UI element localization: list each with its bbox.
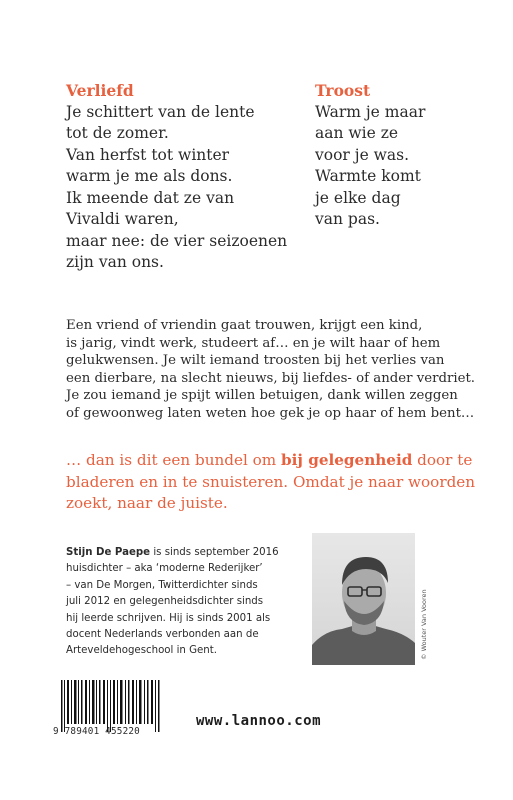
poem-line: Ik meende dat ze van: [66, 188, 235, 207]
poem-title: Troost: [315, 81, 371, 100]
bio-line: – van De Morgen, Twitterdichter sinds: [66, 579, 258, 591]
poem-line: voor je was.: [315, 145, 410, 164]
intro-line: of gewoonweg laten weten hoe gek je op haar of hem bent…: [66, 405, 475, 421]
bio-line: hij leerde schrijven. Hij is sinds 2001 als: [66, 612, 271, 624]
author-photo: [312, 533, 415, 665]
poem-line: je elke dag: [315, 188, 401, 207]
poem-line: Je schittert van de lente: [66, 102, 255, 121]
isbn-barcode: [53, 680, 167, 742]
tagline-text: door te: [412, 451, 473, 469]
poem-title: Verliefd: [66, 81, 134, 100]
poem-line: Warmte komt: [315, 167, 421, 185]
tagline-line: [66, 450, 473, 472]
poem-troost: [315, 80, 425, 231]
author-portrait-drawing: [312, 533, 415, 665]
tagline: [66, 450, 476, 515]
poem-line: Vivaldi waren,: [66, 210, 179, 228]
tagline-text: … dan is dit een bundel om: [66, 451, 282, 469]
bio-line: huisdichter – aka ‘moderne Rederijker’: [66, 563, 263, 575]
intro-line: Een vriend of vriendin gaat trouwen, krijgt een kind,: [66, 318, 423, 333]
poem-line: tot de zomer.: [66, 124, 169, 142]
poem-line: zijn van ons.: [66, 253, 164, 271]
photo-credit: © Wouter Van Vooren: [420, 589, 428, 660]
bio-line: juli 2012 en gelegenheidsdichter sinds: [66, 596, 264, 608]
intro-line: Je zou iemand je spijt willen betuigen, dank willen zeggen: [66, 388, 458, 404]
bio-text: is sinds september 2016: [150, 547, 279, 558]
bio-line: Arteveldehogeschool in Gent.: [66, 645, 217, 657]
intro-line: is jarig, vindt werk, studeert af… en je wilt haar of hem: [66, 335, 441, 351]
tagline-highlight: bij gelegenheid: [281, 451, 413, 469]
bio-line: [66, 545, 306, 561]
barcode-bars: [57, 680, 167, 732]
intro-line: een dierbare, na slecht nieuws, bij liefdes- of ander verdriet.: [66, 370, 476, 386]
poem-line: maar nee: de vier seizoenen: [66, 231, 288, 250]
author-bio: [66, 545, 306, 660]
poem-line: Warm je maar: [315, 102, 426, 121]
poem-line: van pas.: [315, 210, 380, 228]
poem-line: aan wie ze: [315, 124, 399, 142]
author-name: Stijn De Paepe: [66, 547, 151, 558]
poem-verliefd: [66, 80, 287, 274]
tagline-line: bladeren en in te snuisteren. Omdat je naar woorden: [66, 472, 476, 491]
isbn-number: 9 789401 455220: [53, 726, 140, 737]
intro-line: gelukwensen. Je wilt iemand troosten bij het verlies van: [66, 353, 445, 369]
intro-paragraph: [66, 317, 476, 423]
publisher-website: www.lannoo.com: [196, 713, 322, 729]
tagline-line: zoekt, naar de juiste.: [66, 494, 228, 512]
poem-line: Van herfst tot winter: [66, 145, 230, 164]
poem-line: warm je me als dons.: [66, 167, 233, 185]
bio-line: docent Nederlands verbonden aan de: [66, 629, 259, 641]
